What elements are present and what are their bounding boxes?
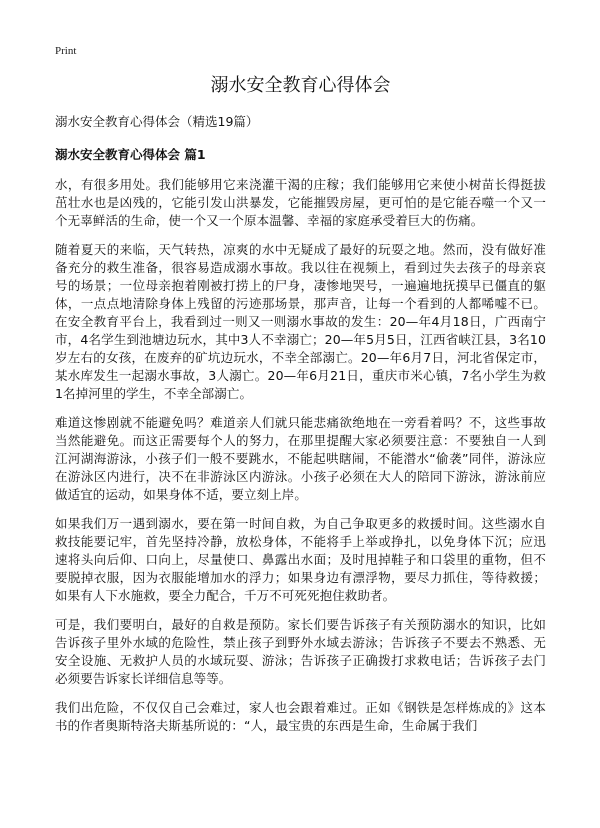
paragraph-6: 我们出危险，不仅仅自己会难过，家人也会跟着难过。正如《钢铁是怎样炼成的》这本书的作者奥斯特洛夫斯基所说的：“人，最宝贵的东西是生命，生命属于我们	[55, 700, 546, 733]
paragraph-5: 可是，我们要明白，最好的自救是预防。家长们要告诉孩子有关预防溺水的知识，比如告诉孩子里外水域的危险性，禁止孩子到野外水域去游泳；告诉孩子不要去不熟悉、无安全设施、无救护人员的水域玩耍、游泳；告诉孩子正确拨打求救电话；告诉孩子去门必须要告诉家长详细信息等等。	[55, 617, 546, 686]
section-heading: 溺水安全教育心得体会 篇1	[55, 147, 206, 162]
paragraph-2: 随着夏天的来临，天气转热，凉爽的水中无疑成了最好的玩耍之地。然而，没有做好准备充分的救生准备，很容易造成溺水事故。我以往在视频上，看到过失去孩子的母亲哀号的场景；一位母亲抱着刚被打捞上的尸身，凄惨地哭号，一遍遍地抚摸早已僵直的躯体，一点点地清除身体上残留的污迹那场景，那声音，让每一个看到的人都唏嘘不已。在安全教育平台上，我看到过一则又一则溺水事故的发生：20—年4月18日，广西南宁市，4名学生到池塘边玩水，其中3人不幸溺亡；20—年5月5日，江西省峡江县，3名10岁左右的女孩，在废弃的矿坑边玩水，不幸全部溺亡。20—年6月7日，河北省保定市，某水库发生一起溺水事故，3人溺亡。20—年6月21日，重庆市米心镇，7名小学生为救1名掉河里的学生，不幸全部溺亡。	[55, 242, 546, 401]
paragraph-4: 如果我们万一遇到溺水，要在第一时间自救，为自己争取更多的救援时间。这些溺水自救技能要记牢，首先坚持冷静，放松身体，不能将手上举或挣扎，以免身体下沉；应迅速将头向后仰、口向上，尽量使口、鼻露出水面；及时甩掉鞋子和口袋里的重物，但不要脱掉衣服，因为衣服能增加水的浮力；如果身边有漂浮物，要尽力抓住，等待救援；如果有人下水施救，要全力配合，千万不可死死抱住救助者。	[55, 516, 546, 603]
document-subtitle: 溺水安全教育心得体会（精选19篇）	[55, 114, 259, 129]
paragraph-1: 水，有很多用处。我们能够用它来浇灌干渴的庄稼；我们能够用它来使小树苗长得挺拔茁壮水也是凶残的，它能引发山洪暴发，它能摧毁房屋，更可怕的是它能吞噬一个又一个无辜鲜活的生命，使一个又一个原本温馨、幸福的家庭承受着巨大的伤痛。	[55, 177, 546, 228]
print-link[interactable]: Print	[55, 45, 77, 57]
paragraph-3: 难道这惨剧就不能避免吗？难道亲人们就只能悲痛欲绝地在一旁看着吗？不，这些事故当然能避免。而这正需要每个人的努力，在那里提醒大家必须要注意：不要独自一人到江河湖海游泳，小孩子们一般不要跳水，不能起哄瞎闹，不能潜水“偷袭”同伴，游泳应在游泳区内进行，决不在非游泳区内游泳。小孩子必须在大人的陪同下游泳，游泳前应做适宜的运动，如果身体不适，要立刻上岸。	[55, 415, 546, 502]
page-title: 溺水安全教育心得体会	[210, 75, 391, 96]
